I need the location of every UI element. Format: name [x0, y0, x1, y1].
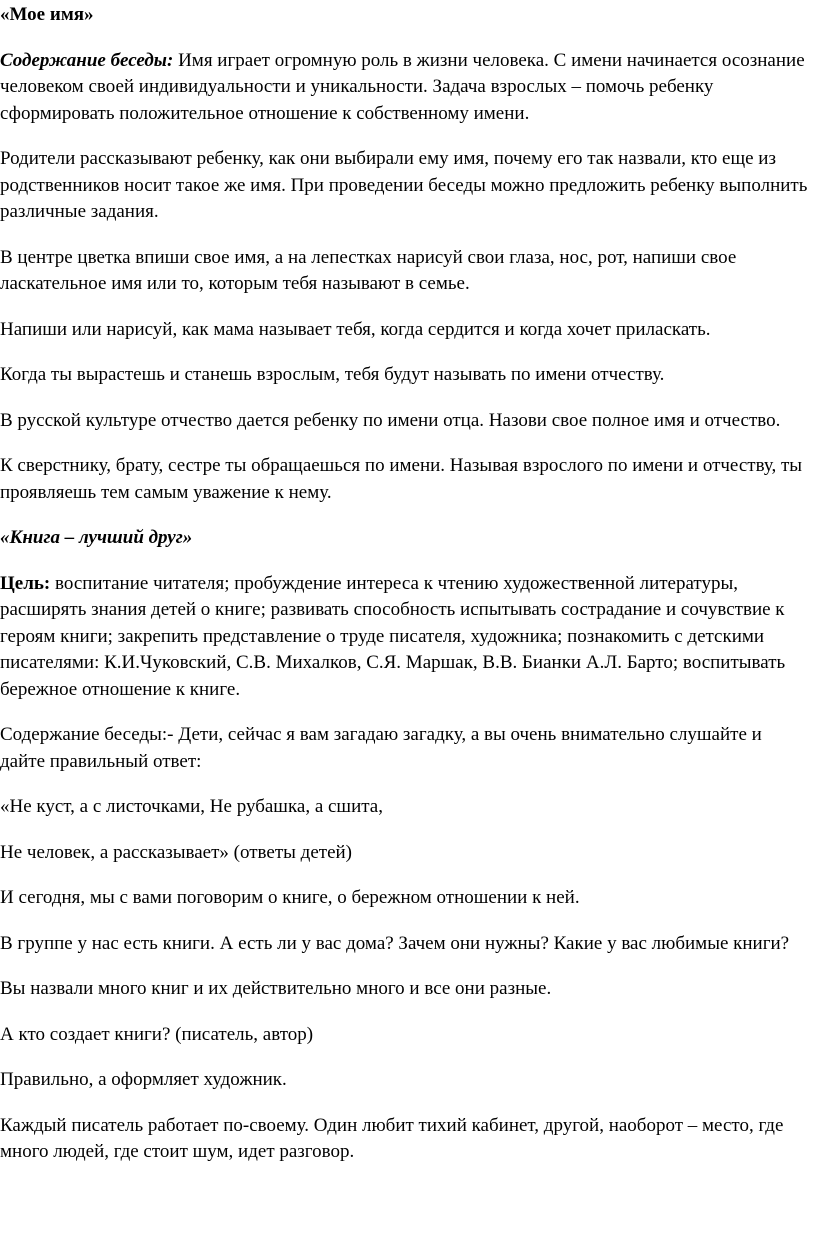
paragraph: К сверстнику, брату, сестре ты обращаешься по имени. Называя взрослого по имени и отчеству, ты проявляешь тем самым уважение к нему.	[0, 455, 803, 503]
paragraph: Родители рассказывают ребенку, как они выбирали ему имя, почему его так назвали, кто еще из родственников носит такое же имя. При проведении беседы можно предложить ребенку выполнить различные задания.	[0, 148, 808, 222]
paragraph: В центре цветка впиши свое имя, а на лепестках нарисуй свои глаза, нос, рот, напиши свое ласкательное имя или то, которым тебя называют в семье.	[0, 246, 737, 294]
section-title-my-name: «Мое имя»	[0, 4, 94, 25]
paragraph: Каждый писатель работает по-своему. Один любит тихий кабинет, другой, наоборот – место, где много людей, где стоит шум, идет разговор.	[0, 1114, 784, 1162]
paragraph: Не человек, а рассказывает» (ответы детей)	[0, 841, 352, 863]
intro-label: Содержание беседы:	[0, 49, 174, 71]
paragraph: Когда ты вырастешь и станешь взрослым, тебя будут называть по имени отчеству.	[0, 364, 665, 385]
paragraph: Правильно, а оформляет художник.	[0, 1069, 287, 1090]
paragraph: А кто создает книги? (писатель, автор)	[0, 1023, 314, 1045]
section-title-book: «Книга – лучший друг»	[0, 527, 193, 548]
intro-text: Имя играет огромную роль в жизни человека. С имени начинается осознание человеком своей индивидуальности и уникальности. Задача взрослых – помочь ребенку сформировать положительное отношение к собственному имени.	[0, 49, 805, 124]
conversation-intro	[0, 48, 808, 128]
goal-paragraph	[0, 571, 808, 704]
goal-text: воспитание читателя; пробуждение интереса к чтению художественной литературы, расширять знания детей о книге; развивать способность испытывать сострадание и сочувствие к героям книги; закрепить представление о труде писателя, художника; познакомить с детскими писателями: К.И.Чуковский, С.В. Михалков, С.Я. Маршак, В.В. Бианки А.Л. Барто; воспитывать бережное отношение к книге.	[0, 572, 786, 700]
goal-label: Цель:	[0, 572, 51, 594]
paragraph: В группе у нас есть книги. А есть ли у вас дома? Зачем они нужны? Какие у вас любимые книги?	[0, 932, 790, 954]
paragraph: «Не куст, а с листочками, Не рубашка, а сшита,	[0, 796, 383, 817]
paragraph: Напиши или нарисуй, как мама называет тебя, когда сердится и когда хочет приласкать.	[0, 318, 711, 340]
paragraph: В русской культуре отчество дается ребенку по имени отца. Назови свое полное имя и отчество.	[0, 409, 781, 431]
paragraph: Вы назвали много книг и их действительно много и все они разные.	[0, 978, 552, 999]
paragraph: Содержание беседы:- Дети, сейчас я вам загадаю загадку, а вы очень внимательно слушайте и дайте правильный ответ:	[0, 724, 762, 772]
paragraph: И сегодня, мы с вами поговорим о книге, о бережном отношении к ней.	[0, 887, 580, 908]
